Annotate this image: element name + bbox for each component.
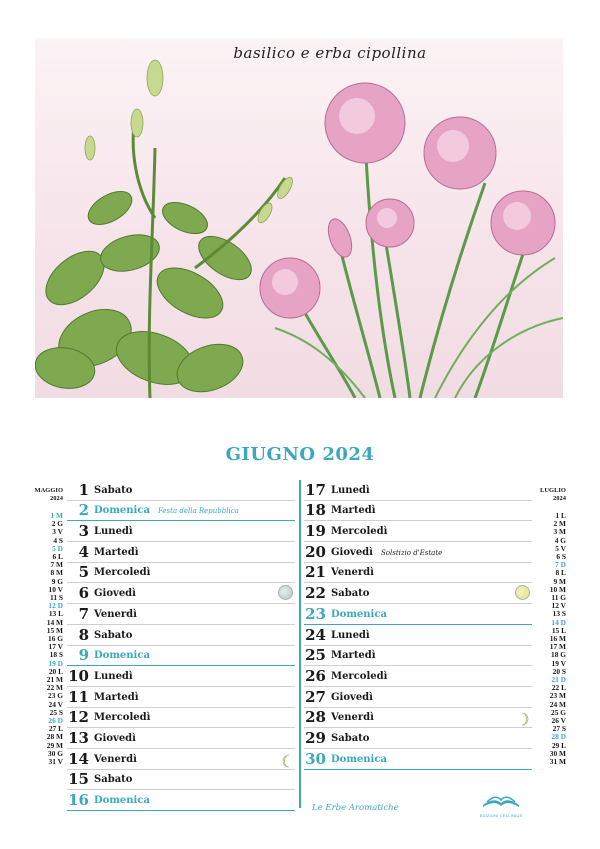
mini-day: 7 M [50, 560, 63, 570]
mini-day: 30 M [549, 748, 566, 758]
mini-day: 15 M [46, 625, 63, 635]
mini-day: 20 L [48, 666, 63, 676]
day-name: Domenica [94, 505, 150, 517]
day-row [304, 521, 532, 542]
mini-day: 24 M [549, 699, 566, 709]
day-name: Martedì [94, 691, 139, 703]
day-number: 30 [305, 749, 326, 768]
mini-day: 31 M [549, 757, 566, 767]
mini-day: 15 L [551, 625, 566, 635]
day-row [67, 583, 295, 604]
day-number: 14 [68, 749, 89, 768]
day-note: Solstizio d'Estate [380, 548, 443, 557]
day-row [67, 521, 295, 542]
day-number: 16 [68, 791, 89, 809]
day-number: 8 [78, 625, 89, 644]
mini-next-year: 2024 [553, 495, 566, 502]
mini-day: 31 V [48, 757, 63, 767]
mini-prev-year: 2024 [50, 495, 63, 502]
day-row [304, 749, 532, 770]
day-name: Domenica [331, 753, 387, 765]
mini-day: 2 G [51, 519, 63, 529]
day-row [67, 728, 295, 749]
mini-day: 4 S [53, 535, 63, 545]
day-row [304, 708, 532, 729]
day-row [304, 480, 532, 501]
day-name: Lunedì [94, 526, 133, 538]
day-number: 15 [68, 770, 89, 789]
day-row [67, 770, 295, 791]
mini-day: 29 L [551, 740, 566, 750]
day-number: 22 [305, 584, 326, 603]
mini-day: 5 V [555, 543, 566, 553]
day-name: Sabato [331, 588, 370, 600]
day-row [304, 501, 532, 522]
day-name: Mercoledì [331, 670, 388, 682]
day-number: 27 [305, 687, 326, 706]
mini-day: 6 L [52, 552, 63, 562]
mini-day: 8 L [555, 568, 566, 578]
days-column-right [304, 480, 532, 770]
mini-day: 13 L [48, 609, 63, 619]
mini-day: 26 V [551, 716, 566, 726]
day-row [304, 646, 532, 667]
mini-day: 23 G [48, 691, 63, 701]
day-name: Domenica [94, 795, 150, 806]
mini-day: 18 G [551, 650, 566, 660]
day-name: Lunedì [331, 629, 370, 641]
mini-day: 26 D [48, 716, 63, 726]
mini-day: 17 V [48, 642, 63, 652]
mini-day: 21 M [46, 675, 63, 685]
mini-day: 28 D [551, 732, 566, 742]
day-number: 18 [305, 501, 326, 520]
mini-day: 3 V [52, 527, 63, 537]
day-row [67, 646, 295, 667]
day-row [67, 687, 295, 708]
day-name: Martedì [94, 546, 139, 558]
mini-day: 6 S [556, 552, 566, 562]
mini-day: 21 D [551, 675, 566, 685]
day-number: 12 [68, 708, 89, 727]
day-number: 25 [305, 646, 326, 665]
book-icon [481, 793, 521, 809]
herb-illustration [35, 38, 563, 398]
day-name: Sabato [331, 732, 370, 744]
day-name: Venerdì [94, 608, 137, 620]
mini-day: 9 M [553, 576, 566, 586]
mini-calendar-next [536, 487, 566, 766]
mini-day: 9 G [51, 576, 63, 586]
mini-prev-days [33, 512, 63, 766]
mini-day: 4 G [554, 535, 566, 545]
day-row [67, 708, 295, 729]
day-name: Lunedì [94, 670, 133, 682]
day-row [67, 501, 295, 522]
day-name: Mercoledì [331, 526, 388, 538]
day-row [67, 480, 295, 501]
day-name: Mercoledì [94, 712, 151, 724]
mini-day: 11 S [50, 593, 63, 603]
day-name: Sabato [94, 774, 133, 786]
mini-day: 29 M [46, 740, 63, 750]
mini-day: 22 L [551, 683, 566, 693]
day-name: Lunedì [331, 484, 370, 496]
mini-day: 10 V [48, 584, 63, 594]
day-number: 9 [78, 646, 89, 665]
mini-calendar-previous [33, 487, 63, 766]
publisher-name: EDIZIONI CELLINIUS [479, 813, 523, 818]
mini-day: 22 M [46, 683, 63, 693]
day-name: Domenica [331, 608, 387, 620]
day-number: 23 [305, 604, 326, 623]
day-row [304, 604, 532, 625]
day-row [304, 563, 532, 584]
mini-day: 12 D [48, 601, 63, 611]
day-row [304, 625, 532, 646]
day-number: 13 [68, 728, 89, 747]
new-moon-icon [278, 585, 293, 600]
column-divider [299, 480, 301, 808]
day-name: Martedì [331, 505, 376, 517]
full-moon-icon [515, 585, 530, 600]
day-number: 17 [305, 480, 326, 499]
day-name: Venerdì [331, 567, 374, 579]
last-quarter-moon-icon [517, 711, 530, 724]
day-name: Martedì [331, 650, 376, 662]
mini-day: 13 S [552, 609, 566, 619]
mini-day: 25 G [551, 707, 566, 717]
day-name: Giovedì [94, 588, 136, 600]
first-quarter-moon-icon [280, 753, 293, 766]
mini-day: 8 M [50, 568, 63, 578]
basil-chives-drawing [35, 38, 563, 398]
mini-day: 17 M [549, 642, 566, 652]
day-row [304, 728, 532, 749]
day-note: Festa della Repubblica [157, 507, 239, 516]
day-number: 29 [305, 728, 326, 747]
mini-day: 14 D [551, 617, 566, 627]
day-row [304, 583, 532, 604]
day-row [304, 542, 532, 563]
day-row [67, 604, 295, 625]
mini-day: 10 M [549, 584, 566, 594]
day-number: 7 [78, 604, 89, 623]
day-number: 21 [305, 563, 326, 582]
mini-day: 19 D [48, 658, 63, 668]
mini-day: 23 M [549, 691, 566, 701]
mini-day: 11 G [551, 593, 566, 603]
mini-day: 3 M [553, 527, 566, 537]
day-number: 24 [305, 625, 326, 644]
day-number: 26 [305, 666, 326, 685]
mini-day: 27 S [552, 724, 566, 734]
day-name: Giovedì [94, 732, 136, 744]
day-number: 2 [78, 501, 89, 520]
mini-day: 2 M [553, 519, 566, 529]
day-row [67, 749, 295, 770]
publisher-logo [476, 793, 526, 818]
days-column-left [67, 480, 295, 811]
day-row [304, 687, 532, 708]
day-name: Sabato [94, 484, 133, 496]
mini-prev-month: MAGGIO [34, 487, 63, 494]
day-name: Venerdì [331, 712, 374, 724]
day-row [67, 563, 295, 584]
mini-day: 20 S [552, 666, 566, 676]
mini-day: 7 D [555, 560, 566, 570]
day-number: 5 [78, 563, 89, 582]
day-name: Giovedì [331, 546, 373, 558]
day-row [67, 542, 295, 563]
day-number: 1 [78, 480, 89, 499]
day-row [67, 625, 295, 646]
day-row [67, 790, 295, 811]
day-row [67, 666, 295, 687]
mini-day: 18 S [49, 650, 63, 660]
day-number: 28 [305, 708, 326, 727]
mini-day: 1 L [555, 511, 566, 520]
day-number: 6 [78, 584, 89, 603]
mini-next-month: LUGLIO [539, 487, 566, 494]
day-number: 4 [78, 542, 89, 561]
day-number: 20 [305, 542, 326, 561]
mini-day: 24 V [48, 699, 63, 709]
day-name: Mercoledì [94, 567, 151, 579]
mini-day: 25 S [49, 707, 63, 717]
mini-day: 12 V [551, 601, 566, 611]
mini-next-days [536, 512, 566, 766]
day-name: Giovedì [331, 691, 373, 703]
series-title: Le Erbe Aromatiche [312, 803, 399, 813]
mini-day: 5 D [52, 543, 63, 553]
day-number: 10 [68, 666, 89, 685]
mini-day: 16 M [549, 634, 566, 644]
mini-day: 14 M [46, 617, 63, 627]
day-row [304, 666, 532, 687]
mini-day: 1 M [50, 511, 63, 520]
month-title: GIUGNO 2024 [225, 444, 375, 465]
day-name: Sabato [94, 629, 133, 641]
mini-day: 19 V [551, 658, 566, 668]
illustration-title: basilico e erba cipollina [233, 44, 427, 62]
mini-day: 27 L [48, 724, 63, 734]
mini-day: 28 M [46, 732, 63, 742]
day-number: 19 [305, 522, 326, 541]
mini-day: 16 G [48, 634, 63, 644]
mini-day: 30 G [48, 748, 63, 758]
day-name: Domenica [94, 650, 150, 662]
day-name: Venerdì [94, 753, 137, 765]
day-number: 3 [78, 522, 89, 541]
day-number: 11 [68, 687, 89, 706]
